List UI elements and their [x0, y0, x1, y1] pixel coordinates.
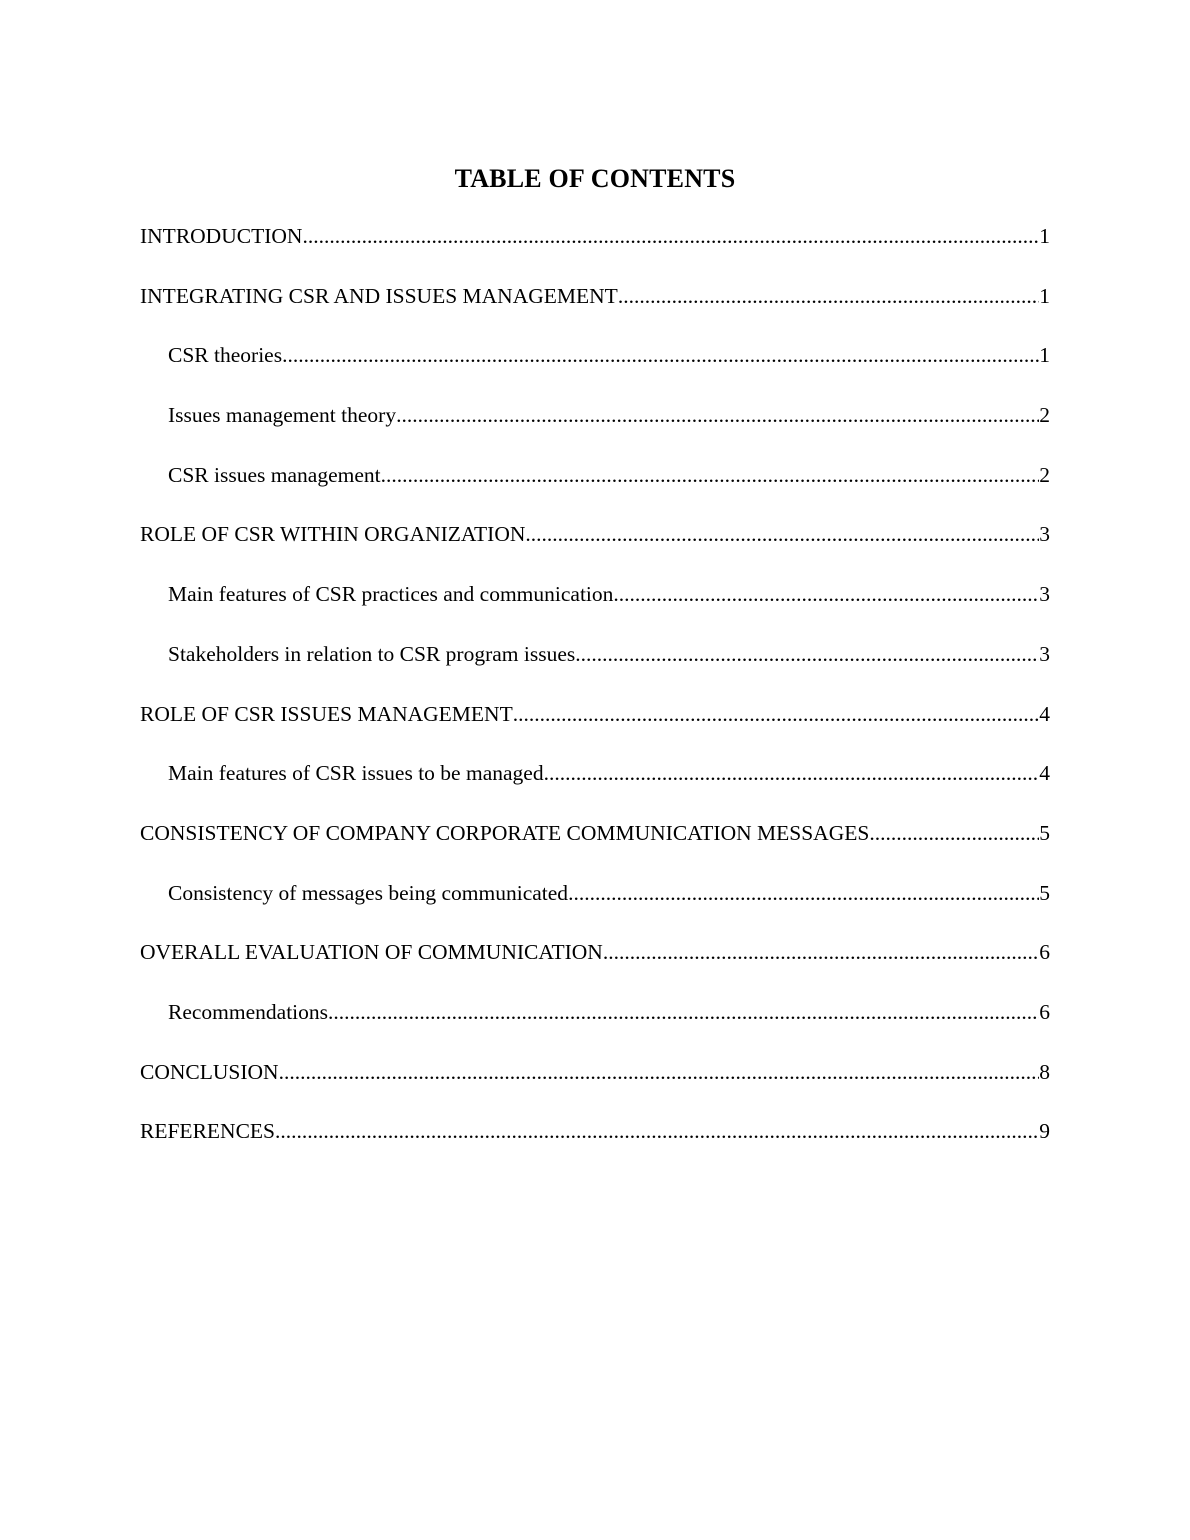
toc-dot-leader — [282, 341, 1039, 369]
toc-entry-page-number: 8 — [1039, 1059, 1050, 1084]
toc-entry-label: ROLE OF CSR ISSUES MANAGEMENT — [140, 701, 513, 726]
toc-entry-recommendations[interactable] — [140, 998, 1050, 1058]
toc-entry-label: Recommendations — [168, 999, 329, 1024]
toc-dot-leader — [381, 461, 1040, 489]
toc-dot-leader — [525, 520, 1039, 548]
toc-entry-page-number: 6 — [1039, 940, 1050, 965]
toc-dot-leader — [275, 1117, 1039, 1145]
toc-entry-label: CONCLUSION — [140, 1059, 279, 1084]
toc-entry-page-number: 6 — [1039, 999, 1050, 1024]
toc-entry-integrating-csr[interactable] — [140, 282, 1050, 342]
toc-entry-conclusion[interactable] — [140, 1058, 1050, 1118]
toc-entry-label: Consistency of messages being communicated — [168, 880, 569, 905]
toc-entry-issues-management-theory[interactable] — [140, 401, 1050, 461]
toc-entry-label: CSR issues management — [168, 462, 381, 487]
toc-dot-leader — [544, 759, 1040, 787]
toc-entry-overall-evaluation[interactable] — [140, 938, 1050, 998]
toc-dot-leader — [279, 1058, 1040, 1086]
toc-entry-consistency-of-messages[interactable] — [140, 879, 1050, 939]
toc-entry-label: Main features of CSR practices and communication — [168, 582, 614, 607]
toc-dot-leader — [603, 938, 1039, 966]
toc-entry-label: OVERALL EVALUATION OF COMMUNICATION — [140, 940, 603, 965]
toc-list — [140, 222, 1050, 1177]
toc-entry-page-number: 3 — [1039, 522, 1050, 547]
toc-dot-leader — [575, 640, 1039, 668]
toc-entry-label: CSR theories — [168, 343, 283, 368]
toc-entry-label: Stakeholders in relation to CSR program issues — [168, 641, 576, 666]
toc-entry-page-number: 4 — [1039, 761, 1050, 786]
toc-dot-leader — [869, 819, 1039, 847]
toc-entry-label: CONSISTENCY OF COMPANY CORPORATE COMMUNICATION MESSAGES — [140, 820, 870, 845]
toc-entry-label: INTRODUCTION — [140, 224, 303, 248]
toc-entry-label: REFERENCES — [140, 1119, 275, 1144]
toc-entry-stakeholders[interactable] — [140, 640, 1050, 700]
toc-dot-leader — [328, 998, 1039, 1026]
toc-entry-page-number: 1 — [1039, 283, 1050, 308]
toc-entry-page-number: 1 — [1039, 224, 1050, 248]
toc-dot-leader — [513, 700, 1040, 728]
toc-entry-page-number: 9 — [1039, 1119, 1050, 1144]
toc-entry-main-features-csr-issues[interactable] — [140, 759, 1050, 819]
toc-dot-leader — [613, 580, 1039, 608]
toc-entry-introduction[interactable] — [140, 222, 1050, 282]
toc-dot-leader — [302, 222, 1039, 250]
toc-entry-page-number: 3 — [1039, 582, 1050, 607]
toc-title: TABLE OF CONTENTS — [454, 164, 736, 193]
toc-entry-page-number: 2 — [1039, 462, 1050, 487]
toc-entry-role-of-csr-within-organization[interactable] — [140, 520, 1050, 580]
toc-entry-label: INTEGRATING CSR AND ISSUES MANAGEMENT — [140, 283, 618, 308]
toc-entry-consistency-of-company-messages[interactable] — [140, 819, 1050, 879]
toc-entry-main-features-csr-practices[interactable] — [140, 580, 1050, 640]
toc-entry-label: ROLE OF CSR WITHIN ORGANIZATION — [140, 522, 526, 547]
toc-entry-page-number: 5 — [1039, 880, 1050, 905]
toc-entry-references[interactable] — [140, 1117, 1050, 1177]
toc-entry-label: Main features of CSR issues to be managed — [168, 761, 544, 786]
toc-dot-leader — [396, 401, 1039, 429]
toc-entry-page-number: 4 — [1039, 701, 1050, 726]
toc-entry-page-number: 3 — [1039, 641, 1050, 666]
toc-dot-leader — [568, 879, 1039, 907]
toc-entry-csr-theories[interactable] — [140, 341, 1050, 401]
toc-entry-page-number: 2 — [1039, 403, 1050, 428]
toc-entry-csr-issues-management[interactable] — [140, 461, 1050, 521]
toc-entry-label: Issues management theory — [168, 403, 397, 428]
toc-entry-page-number: 1 — [1039, 343, 1050, 368]
toc-entry-role-of-csr-issues-management[interactable] — [140, 700, 1050, 760]
toc-dot-leader — [618, 282, 1039, 310]
toc-entry-page-number: 5 — [1039, 820, 1050, 845]
